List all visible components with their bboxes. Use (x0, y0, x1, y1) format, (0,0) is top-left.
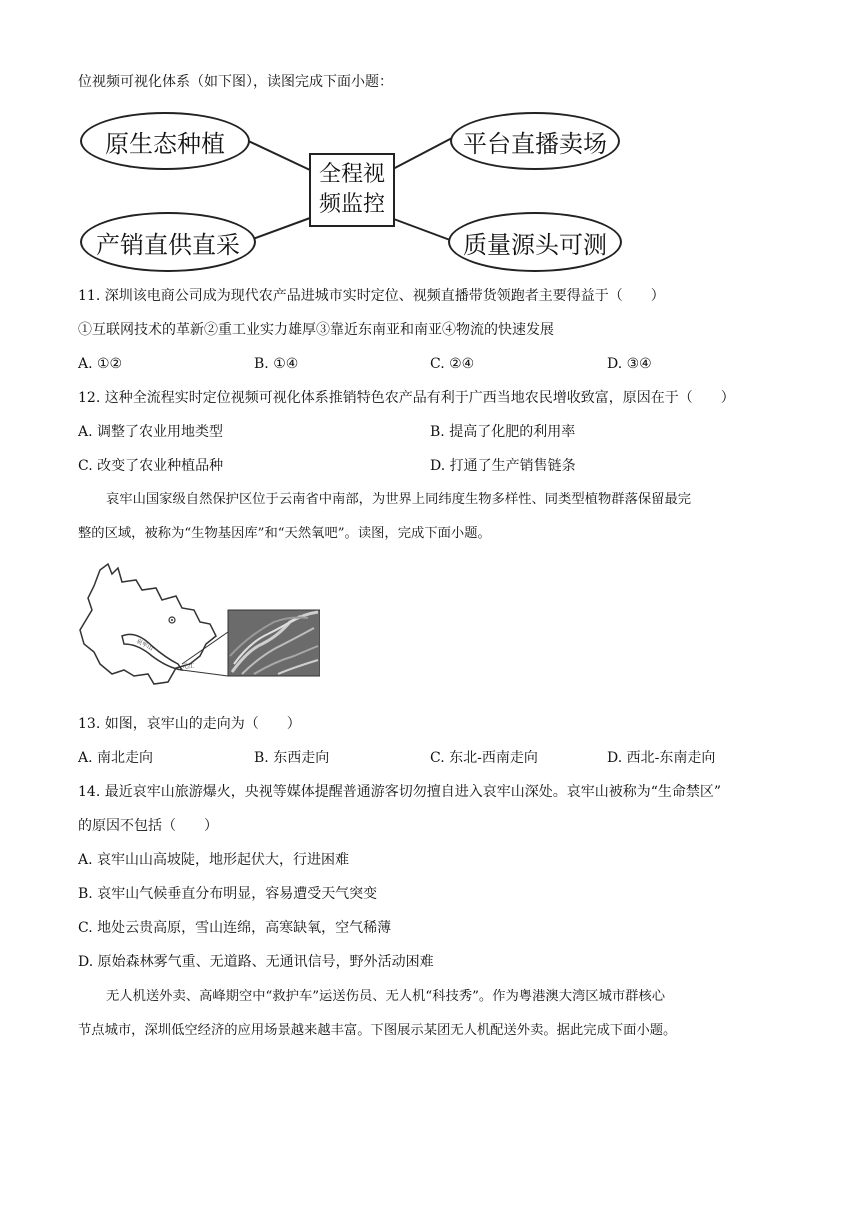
q11-option-b: B. ①④ (254, 356, 299, 372)
passage3-line1: 无人机送外卖、高峰期空中“救护车”运送伤员、无人机“科技秀”。作为粤港澳大湾区城市群核心 (106, 989, 666, 1004)
q13-option-b: B. 东西走向 (254, 750, 330, 766)
passage2-line2: 整的区域，被称为“生物基因库”和“天然氧吧”。读图，完成下面小题。 (78, 526, 491, 541)
map-label-mountain: 哀牢山 (135, 637, 155, 653)
q14-stem-line1: 14. 最近哀牢山旅游爆火，央视等媒体提醒普通游客切勿擅自进入哀牢山深处。哀牢山被称为“生命禁区” (78, 784, 722, 800)
node-video-monitoring (309, 153, 395, 227)
q14-option-d: D. 原始森林雾气重、无道路、无通讯信号，野外活动困难 (78, 954, 434, 970)
node-direct-supply: 产销直供直采 (80, 212, 256, 272)
center-line-1: 全程视 (318, 162, 385, 187)
node-quality-traceable: 质量源头可测 (448, 212, 622, 272)
intro-line: 位视频可视化体系（如下图），读图完成下面小题： (78, 74, 393, 90)
q12-option-a: A. 调整了农业用地类型 (78, 424, 224, 440)
passage2-line1: 哀牢山国家级自然保护区位于云南省中南部，为世界上同纬度生物多样性、同类型植物群落保留最完 (106, 492, 692, 507)
q14-stem-line2: 的原因不包括（ ） (78, 818, 218, 834)
q12-option-b: B. 提高了化肥的利用率 (430, 424, 576, 440)
q12-option-d: D. 打通了生产销售链条 (430, 458, 576, 474)
q11-option-c: C. ②④ (430, 356, 475, 372)
node-live-sales: 平台直播卖场 (450, 112, 620, 170)
q11-stem: 11. 深圳该电商公司成为现代农产品进城市实时定位、视频直播带货领跑者主要得益于（ ） (78, 288, 665, 304)
ailao-mountain-band (122, 634, 182, 670)
q14-option-a: A. 哀牢山山高坡陡，地形起伏大，行进困难 (78, 852, 350, 868)
q14-option-b: B. 哀牢山气候垂直分布明显，容易遭受天气突变 (78, 886, 378, 902)
q11-option-d: D. ③④ (607, 356, 652, 372)
q13-option-c: C. 东北-西南走向 (430, 750, 538, 766)
q11-statement: ①互联网技术的革新②重工业实力雄厚③靠近东南亚和南亚④物流的快速发展 (78, 322, 554, 338)
q11-option-a: A. ①② (78, 356, 123, 372)
node-original-planting: 原生态种植 (80, 112, 250, 170)
q13-stem: 13. 如图，哀牢山的走向为（ ） (78, 716, 301, 732)
q12-option-c: C. 改变了农业种植品种 (78, 458, 224, 474)
flow-diagram (78, 108, 623, 274)
q13-option-d: D. 西北-东南走向 (607, 750, 716, 766)
center-line-2: 频监控 (318, 192, 385, 217)
province-outline (80, 564, 216, 684)
yunnan-map (78, 560, 320, 695)
q14-option-c: C. 地处云贵高原，雪山连绵，高寒缺氧，空气稀薄 (78, 920, 392, 936)
yunnan-map-figure (78, 560, 320, 695)
q13-option-a: A. 南北走向 (78, 750, 154, 766)
q12-stem: 12. 这种全流程实时定位视频可视化体系推销特色农产品有利于广西当地农民增收致富，原因在于（ ） (78, 390, 735, 406)
passage3-line2: 节点城市，深圳低空经济的应用场景越来越丰富。下图展示某团无人机配送外卖。据此完成下面小题。 (78, 1023, 677, 1038)
map-label-river: 元江 (182, 663, 195, 670)
